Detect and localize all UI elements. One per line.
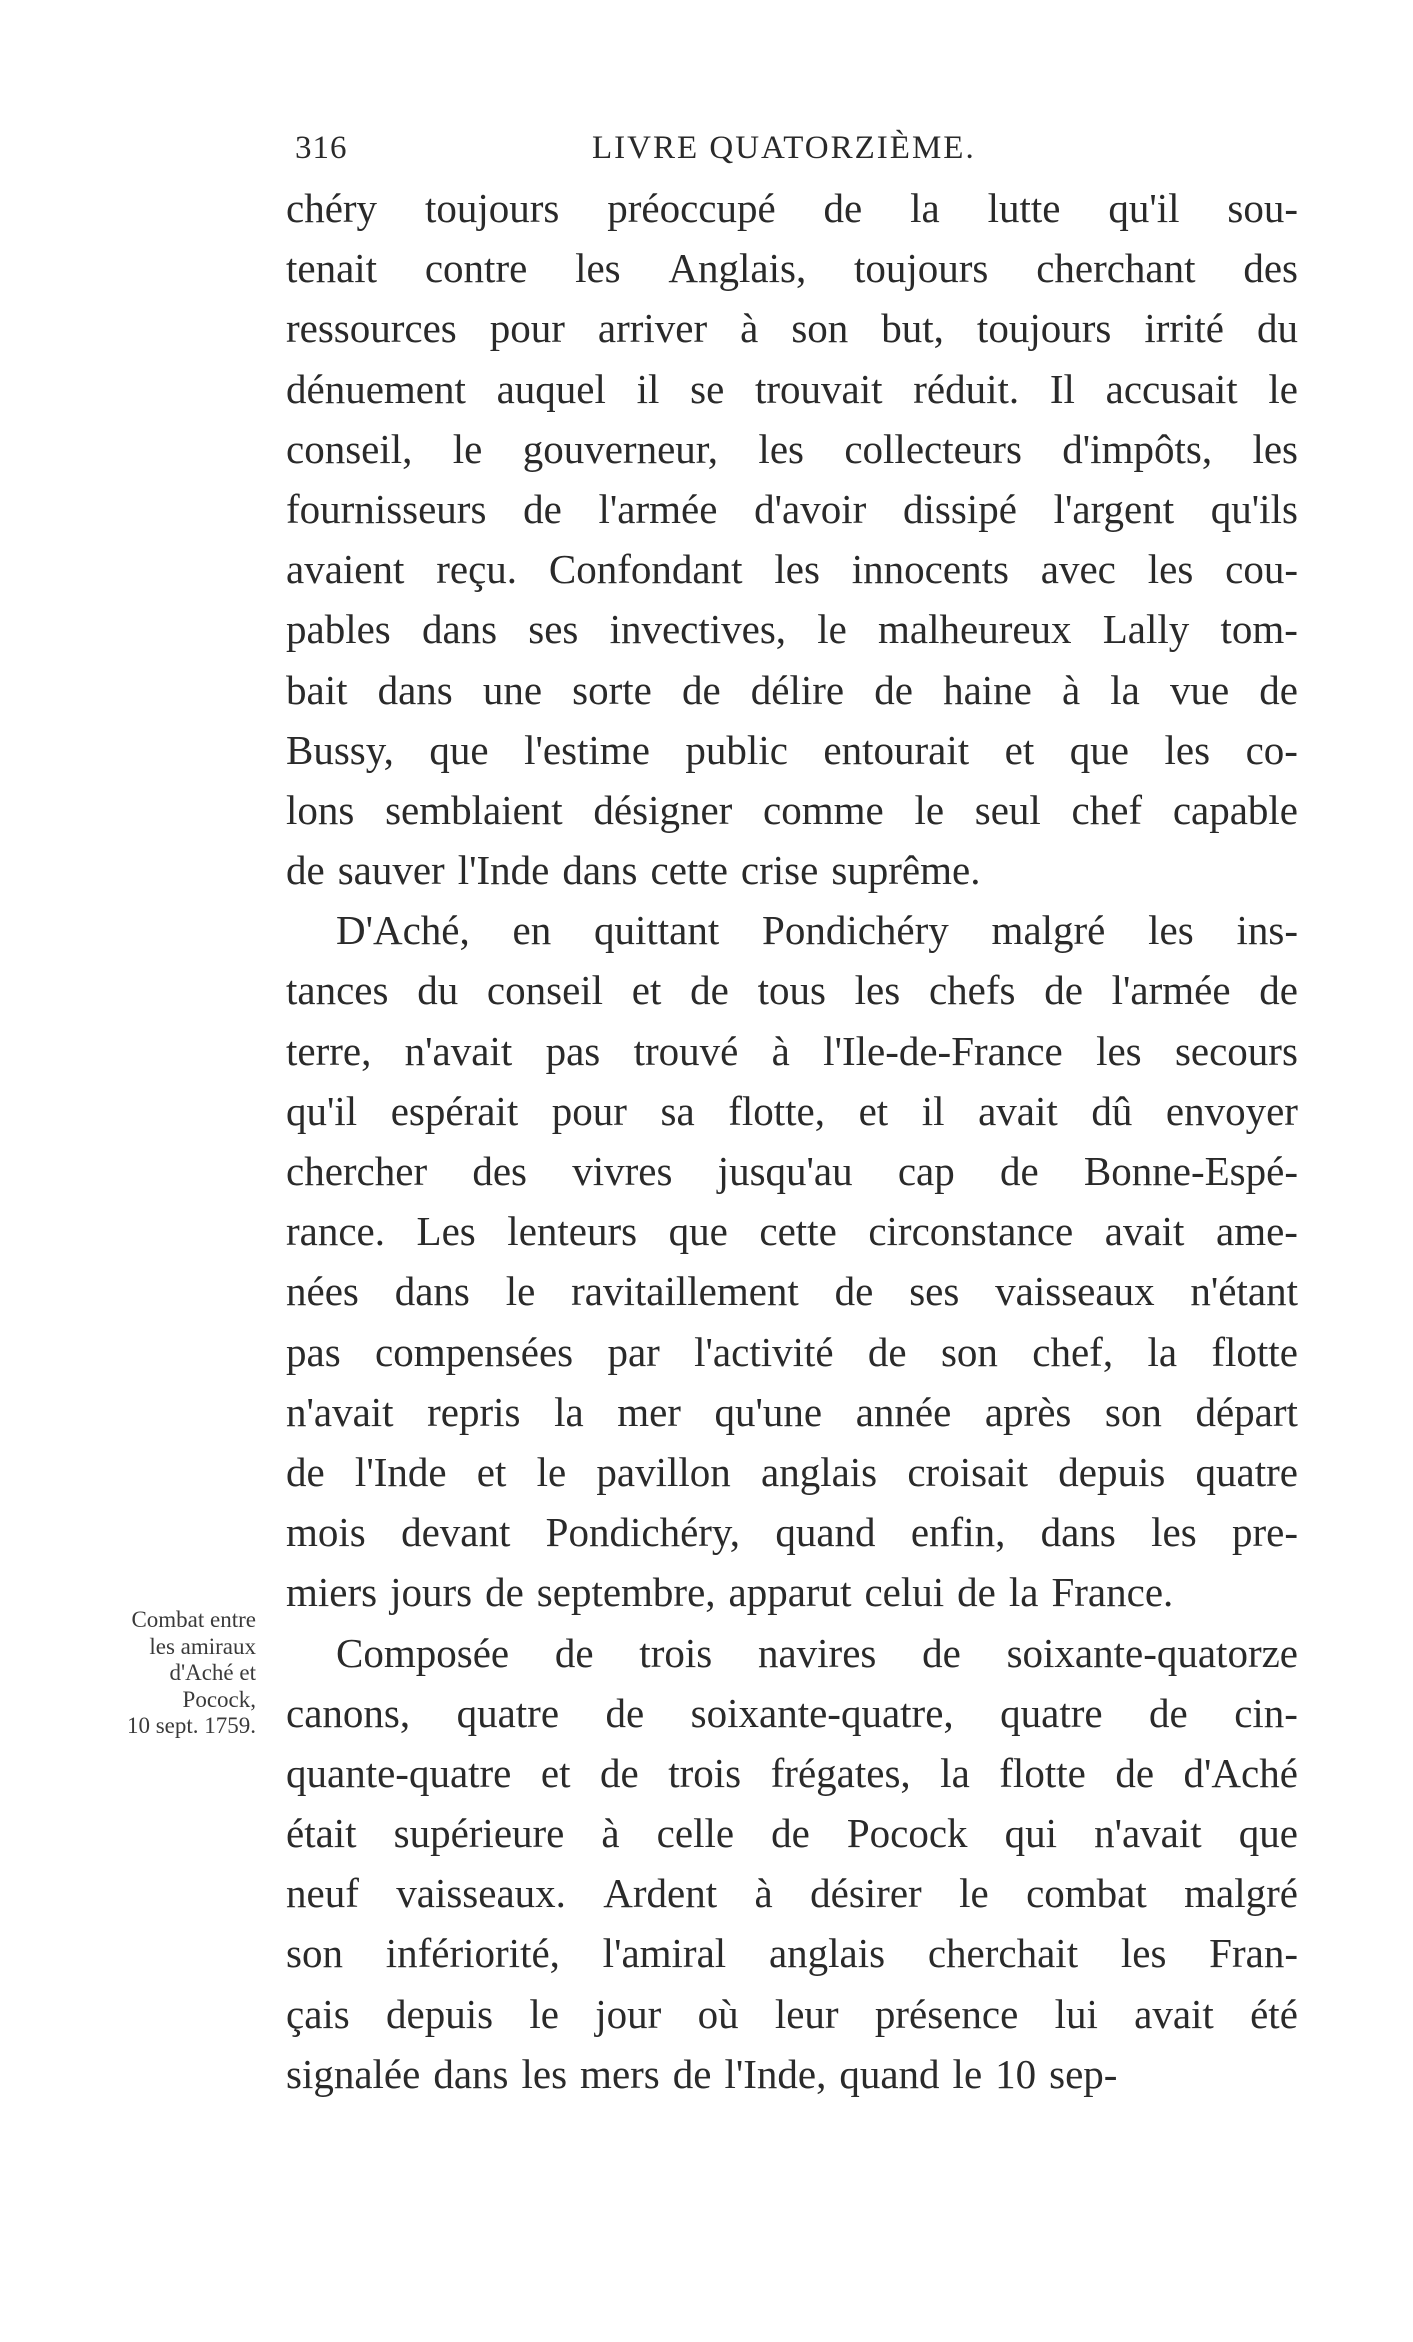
running-head	[295, 126, 1095, 170]
text-line: fournisseurs de l'armée d'avoir dissipé l'argent qu'ils	[286, 485, 1298, 532]
margin-note-line: Pocock,	[182, 1686, 256, 1712]
text-line: çais depuis le jour où leur présence lui avait été	[286, 1990, 1298, 2037]
text-line: était supérieure à celle de Pocock qui n'avait que	[286, 1810, 1298, 1857]
page-number: 316	[295, 130, 348, 166]
paragraph-p3	[286, 1623, 1298, 2105]
text-line: pables dans ses invectives, le malheureux Lally tom-	[286, 606, 1298, 653]
text-line: dénuement auquel il se trouvait réduit. Il accusait le	[286, 365, 1298, 412]
text-line: canons, quatre de soixante-quatre, quatre de cin-	[286, 1689, 1298, 1736]
text-line: quante-quatre et de trois frégates, la flotte de d'Aché	[286, 1749, 1298, 1796]
text-line: tenait contre les Anglais, toujours cherchant des	[286, 245, 1298, 292]
text-line: de sauver l'Inde dans cette crise suprême.	[286, 847, 981, 894]
text-line: pas compensées par l'activité de son chef, la flotte	[286, 1328, 1298, 1375]
body-text	[286, 178, 1298, 2104]
text-line: D'Aché, en quittant Pondichéry malgré les ins-	[336, 907, 1298, 954]
margin-note-line: Combat entre	[131, 1607, 256, 1632]
text-line: de l'Inde et le pavillon anglais croisait depuis quatre	[286, 1448, 1298, 1495]
paragraph-p2	[286, 900, 1298, 1622]
text-line: signalée dans les mers de l'Inde, quand le 10 sep-	[286, 2050, 1118, 2097]
text-line: conseil, le gouverneur, les collecteurs d'impôts, les	[286, 425, 1298, 472]
text-line: qu'il espérait pour sa flotte, et il avait dû envoyer	[286, 1087, 1298, 1134]
text-line: Composée de trois navires de soixante-quatorze	[336, 1629, 1298, 1676]
text-line: ressources pour arriver à son but, toujours irrité du	[286, 305, 1298, 352]
margin-note-line: d'Aché et	[169, 1660, 256, 1685]
text-line: avaient reçu. Confondant les innocents avec les cou-	[286, 546, 1298, 593]
text-line: bait dans une sorte de délire de haine à la vue de	[286, 666, 1298, 713]
text-line: chercher des vivres jusqu'au cap de Bonne-Espé-	[286, 1148, 1298, 1194]
margin-note	[46, 1607, 256, 1740]
text-line: neuf vaisseaux. Ardent à désirer le combat malgré	[286, 1870, 1298, 1917]
text-line: terre, n'avait pas trouvé à l'Ile-de-France les secours	[286, 1027, 1298, 1074]
text-line: n'avait repris la mer qu'une année après son départ	[286, 1388, 1298, 1435]
text-line: rance. Les lenteurs que cette circonstance avait ame-	[286, 1208, 1298, 1255]
margin-note-line: 10 sept. 1759.	[126, 1713, 256, 1738]
margin-note-line: les amiraux	[149, 1633, 256, 1659]
text-line: mois devant Pondichéry, quand enfin, dans les pre-	[286, 1509, 1298, 1556]
text-line: Bussy, que l'estime public entourait et que les co-	[286, 726, 1298, 773]
running-title: LIVRE QUATORZIÈME.	[592, 130, 976, 166]
text-line: chéry toujours préoccupé de la lutte qu'il sou-	[286, 185, 1298, 231]
paragraph-p1	[286, 178, 1298, 900]
text-line: son infériorité, l'amiral anglais cherchait les Fran-	[286, 1930, 1298, 1977]
text-line: nées dans le ravitaillement de ses vaisseaux n'étant	[286, 1268, 1298, 1315]
text-line: tances du conseil et de tous les chefs de l'armée de	[286, 967, 1298, 1014]
text-line: lons semblaient désigner comme le seul chef capable	[286, 786, 1298, 833]
text-line: miers jours de septembre, apparut celui de la France.	[286, 1569, 1174, 1616]
